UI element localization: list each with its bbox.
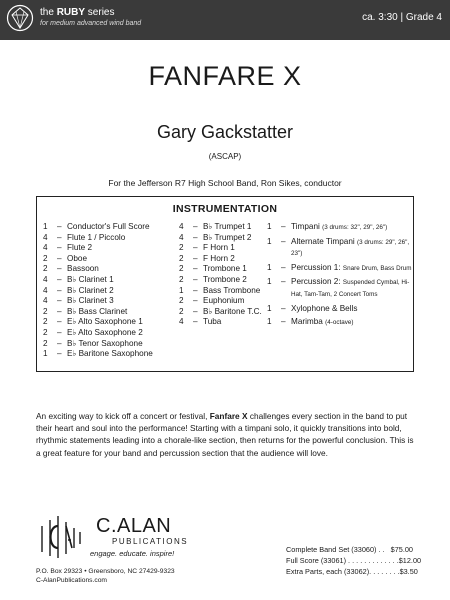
instrument-row: 2 – Trombone 1 (179, 264, 247, 274)
instrumentation-heading: INSTRUMENTATION (172, 203, 278, 215)
instrument-row: 2 – F Horn 2 (179, 253, 235, 263)
price-row: Full Score (33061) . . . . . . . . . . . . . $12.00 (286, 556, 422, 565)
series-title: the RUBY series (40, 7, 115, 18)
instrument-row: 4 – B♭ Clarinet 3 (43, 296, 114, 306)
instrument-row: 2 – Euphonium (179, 296, 245, 306)
instrument-row: 4 – B♭ Trumpet 1 (179, 222, 252, 231)
description-paragraph: An exciting way to kick off a concert or festival, Fanfare X challenges every section in the band to put their heart and soul into the performance! Starting with a timpani solo, it quickly transitions into bold, rhythmic statements leading into a chorale-like section, then returns for the powerful conclusion. This is a great feature for your band and percussion section that the audience will love. (36, 411, 414, 458)
price-list (286, 544, 422, 577)
instrument-row: 2 – E♭ Alto Saxophone 2 (43, 327, 143, 337)
series-banner (0, 0, 450, 40)
publisher-website: C-AlanPublications.com (36, 577, 107, 584)
instrument-column-woodwinds (43, 222, 183, 360)
instrument-row: 2 – B♭ Bass Clarinet (43, 306, 128, 316)
instrument-row: 2 – B♭ Baritone T.C. (179, 306, 262, 316)
instrument-row: 1 – Xylophone & Bells (267, 303, 358, 313)
publisher-address: P.O. Box 29323 • Greensboro, NC 27429-9323 C-AlanPublications.com (36, 568, 175, 584)
instrument-row: 4 – B♭ Clarinet 1 (43, 274, 114, 284)
publisher-logo-icon (36, 514, 86, 560)
instrument-row: 2 – F Horn 1 (179, 243, 235, 253)
instrumentation-box (36, 196, 414, 372)
series-subtitle: for medium advanced wind band (40, 20, 142, 27)
instrument-row: 1 – Bass Trombone (179, 285, 261, 295)
instrument-row: 1 – Timpani (3 drums: 32", 29", 26") (267, 222, 388, 231)
publisher-subtitle: PUBLICATIONS (112, 537, 189, 546)
instrument-row: 1 – Alternate Timpani (3 drums: 29", 26", 23") (267, 236, 410, 258)
dedication: For the Jefferson R7 High School Band, Ron Sikes, conductor (108, 178, 342, 188)
instrument-row: 4 – B♭ Trumpet 2 (179, 232, 252, 242)
instrument-row: 2 – Trombone 2 (179, 274, 247, 284)
instrument-column-percussion (267, 222, 413, 332)
instrument-row: 1 – Conductor's Full Score (43, 222, 150, 231)
composer-name: Gary Gackstatter (156, 122, 294, 142)
instrument-row: 1 – Percussion 1: Snare Drum, Bass Drum (267, 262, 412, 272)
duration-grade: ca. 3:30 | Grade 4 (362, 12, 442, 23)
composer-affiliation: (ASCAP) (208, 152, 242, 161)
instrument-row: 4 – Flute 1 / Piccolo (43, 232, 126, 242)
instrument-row: 4 – B♭ Clarinet 2 (43, 285, 114, 295)
instrument-row: 1 – Marimba (4-octave) (267, 317, 354, 327)
instrument-row: 4 – Tuba (179, 317, 222, 327)
piece-title: FANFARE X (148, 61, 302, 91)
instrument-row: 2 – E♭ Alto Saxophone 1 (43, 317, 143, 327)
price-row: Extra Parts, each (33062). . . . . . . . $3.50 (286, 567, 418, 576)
publisher-tagline: engage. educate. inspire! (90, 549, 175, 558)
instrument-row: 1 – E♭ Baritone Saxophone (43, 349, 153, 359)
publisher-name: C.ALAN (96, 515, 172, 537)
price-row: Complete Band Set (33060) . . $75.00 (286, 545, 413, 554)
instrument-row: 1 – Percussion 2: Suspended Cymbal, Hi-Hat, Tam-Tam, 2 Concert Toms (267, 277, 410, 298)
instrument-row: 4 – Flute 2 (43, 243, 93, 253)
instrument-row: 2 – B♭ Tenor Saxophone (43, 338, 143, 348)
instrument-row: 2 – Bassoon (43, 264, 99, 274)
instrument-row: 2 – Oboe (43, 253, 88, 263)
gem-icon (6, 4, 34, 32)
instrument-column-brass (179, 222, 269, 328)
